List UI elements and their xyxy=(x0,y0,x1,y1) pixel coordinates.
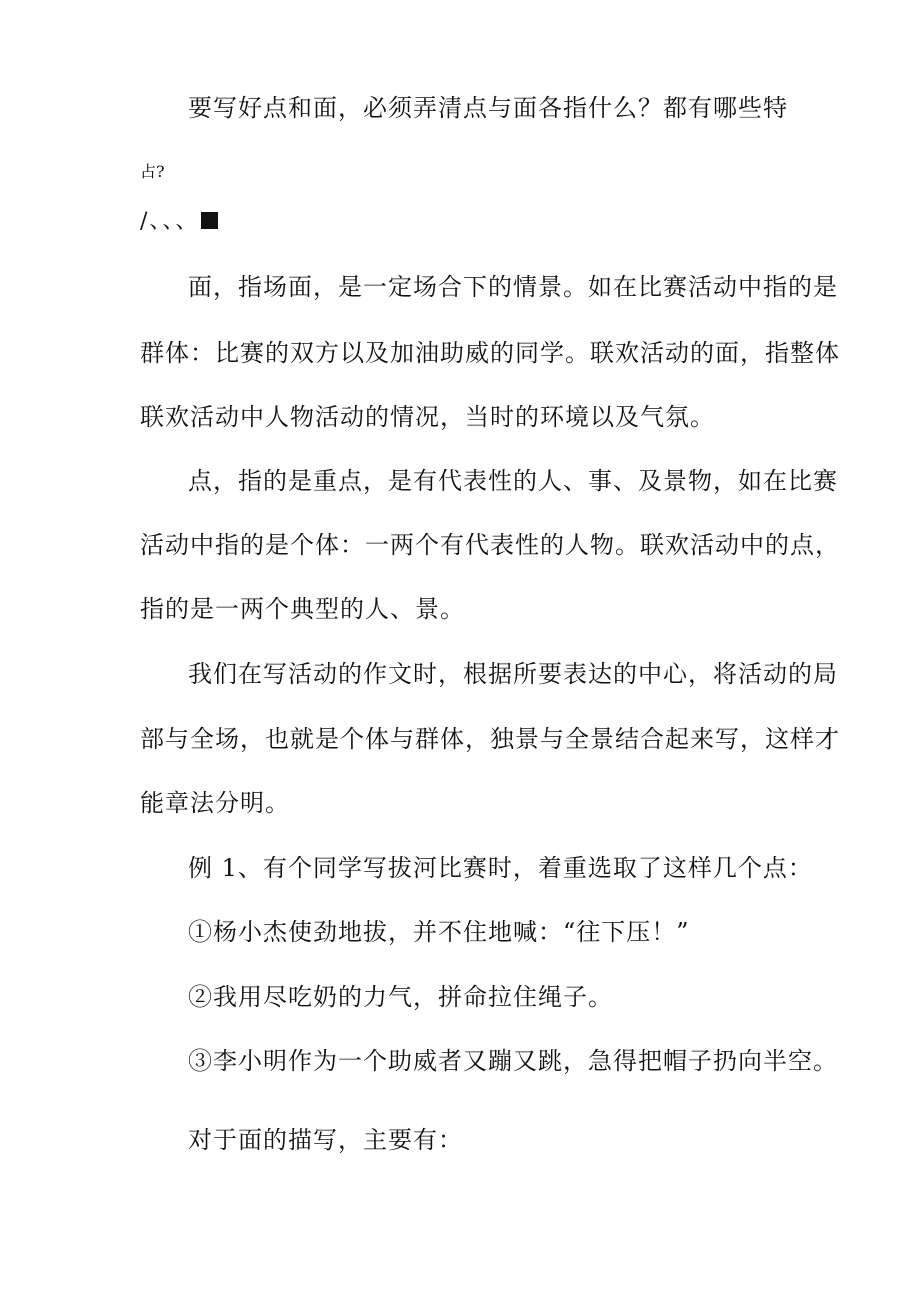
example-intro: 例 1、有个同学写拔河比赛时，着重选取了这样几个点： xyxy=(188,854,813,882)
face-paragraph-line-1: 面，指场面，是一定场合下的情景。如在比赛活动中指的是 xyxy=(188,273,838,301)
artifact-text: /、、、 xyxy=(140,209,200,234)
face-description-intro: 对于面的描写，主要有： xyxy=(188,1126,463,1154)
method-paragraph-line-1: 我们在写活动的作文时，根据所要表达的中心，将活动的局 xyxy=(188,660,838,688)
point-paragraph-line-1: 点，指的是重点，是有代表性的人、事、及景物，如在比赛 xyxy=(188,467,838,495)
intro-line-1: 要写好点和面，必须弄清点与面各指什么？都有哪些特 xyxy=(188,94,788,122)
example-point-1: ①杨小杰使劲地拔，并不住地喊：“往下压！” xyxy=(188,918,690,946)
point-paragraph-line-3: 指的是一两个典型的人、景。 xyxy=(140,595,465,623)
scan-artifact xyxy=(140,207,218,237)
point-paragraph-line-2: 活动中指的是个体：一两个有代表性的人物。联欢活动中的点， xyxy=(140,531,840,559)
method-paragraph-line-3: 能章法分明。 xyxy=(140,789,290,817)
intro-line-2: 占? xyxy=(140,162,165,181)
method-paragraph-line-2: 部与全场，也就是个体与群体，独景与全景结合起来写，这样才 xyxy=(140,725,840,753)
black-square-icon xyxy=(201,212,218,229)
face-paragraph-line-2: 群体：比赛的双方以及加油助威的同学。联欢活动的面，指整体 xyxy=(140,339,840,367)
face-paragraph-line-3: 联欢活动中人物活动的情况，当时的环境以及气氛。 xyxy=(140,403,715,431)
example-point-2: ②我用尽吃奶的力气，拼命拉住绳子。 xyxy=(188,983,613,1011)
example-point-3: ③李小明作为一个助威者又蹦又跳，急得把帽子扔向半空。 xyxy=(188,1047,838,1075)
